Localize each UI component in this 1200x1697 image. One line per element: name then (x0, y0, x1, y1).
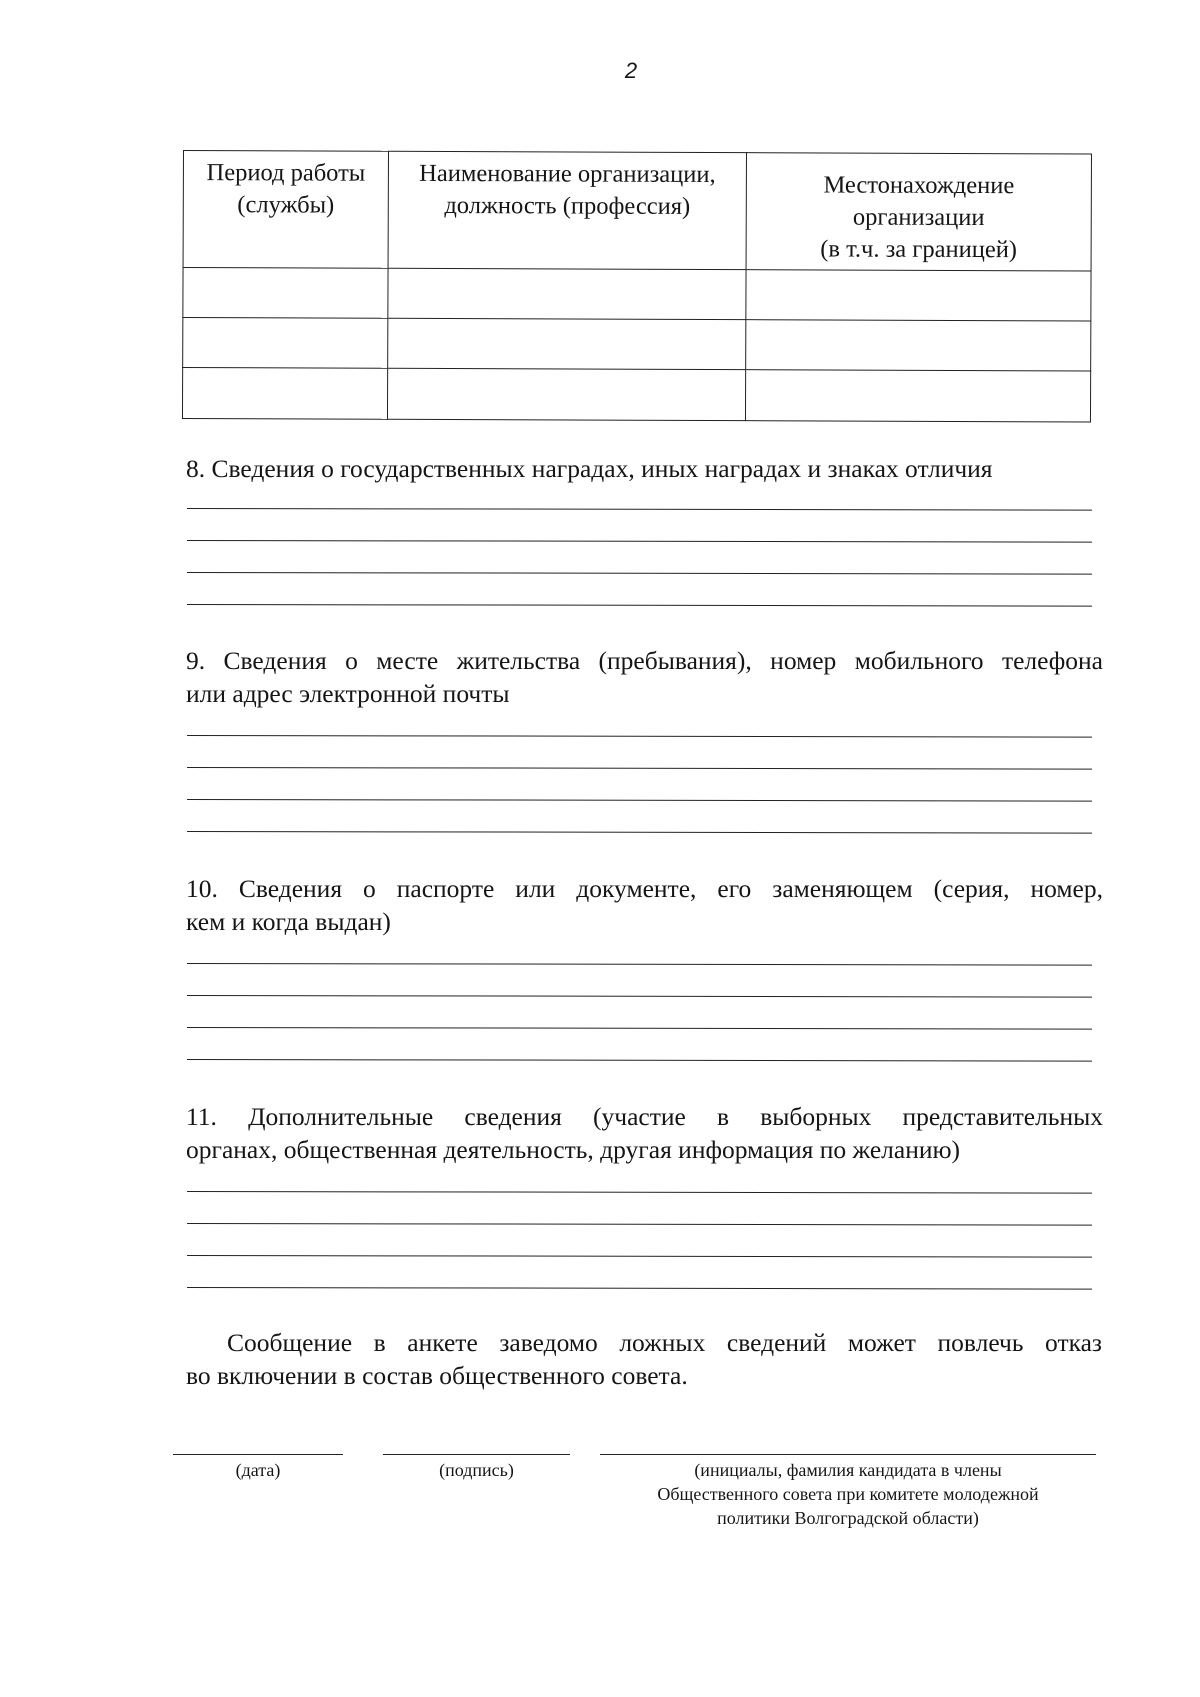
table-row (183, 318, 1091, 371)
write-line[interactable] (187, 799, 1092, 802)
section-8-awards (186, 452, 1103, 485)
table-cell[interactable] (746, 270, 1091, 321)
table-cell[interactable] (388, 318, 746, 369)
table-cell[interactable] (182, 368, 387, 420)
write-line[interactable] (187, 963, 1092, 966)
write-line[interactable] (187, 572, 1092, 575)
section-11-additional (186, 1100, 1103, 1166)
write-line[interactable] (187, 1287, 1092, 1290)
section-heading-cont: кем и когда выдан) (186, 907, 391, 936)
write-line[interactable] (187, 1223, 1092, 1226)
page-number: 2 (624, 58, 638, 83)
signature-caption: (подпись) (439, 1460, 514, 1480)
date-line[interactable] (173, 1454, 343, 1455)
candidate-name-caption: (инициалы, фамилия кандидата в члены Общественного совета при комитете молодежной политики Волгоградской области) (657, 1460, 1039, 1528)
table-cell[interactable] (388, 268, 746, 319)
section-heading: 11. Дополнительные сведения (участие в выборных представительных (186, 1102, 1103, 1131)
section-heading-cont: или адрес электронной почты (186, 679, 510, 708)
table-cell[interactable] (745, 370, 1090, 422)
write-line[interactable] (187, 604, 1092, 607)
table-row (183, 268, 1091, 321)
table-cell[interactable] (183, 318, 388, 369)
write-line[interactable] (187, 1191, 1092, 1194)
false-info-warning (186, 1326, 1102, 1392)
warning-text-cont: во включении в состав общественного совета. (186, 1361, 688, 1390)
section-heading: 8. Сведения о государственных наградах, иных наградах и знаках отличия (186, 454, 993, 483)
table-row (182, 368, 1090, 422)
table-cell[interactable] (387, 368, 745, 420)
col-header-location: Местонахождение организации (в т.ч. за границей) (746, 153, 1091, 271)
section-heading-cont: органах, общественная деятельность, другая информация по желанию) (186, 1135, 961, 1164)
table-cell[interactable] (746, 320, 1091, 371)
table-header-row (183, 151, 1091, 271)
write-line[interactable] (187, 508, 1092, 511)
signature-line[interactable] (383, 1454, 570, 1455)
write-line[interactable] (187, 767, 1092, 770)
section-heading: 10. Сведения о паспорте или документе, его заменяющем (серия, номер, (186, 874, 1103, 903)
warning-text: Сообщение в анкете заведомо ложных сведений может повлечь отказ (227, 1328, 1102, 1357)
write-line[interactable] (187, 1027, 1092, 1030)
date-caption: (дата) (235, 1460, 281, 1480)
col-header-period: Период работы (службы) (183, 151, 388, 269)
write-line[interactable] (187, 831, 1092, 834)
write-line[interactable] (187, 1255, 1092, 1258)
write-line[interactable] (187, 540, 1092, 543)
section-10-passport (186, 872, 1103, 938)
table-cell[interactable] (183, 268, 388, 319)
write-line[interactable] (187, 995, 1092, 998)
work-history-table (182, 150, 1092, 422)
section-9-contacts (186, 644, 1103, 710)
write-line[interactable] (187, 1059, 1092, 1062)
col-header-organization: Наименование организации, должность (профессия) (388, 151, 746, 269)
write-line[interactable] (187, 735, 1092, 738)
section-heading: 9. Сведения о месте жительства (пребывания), номер мобильного телефона (186, 646, 1103, 675)
candidate-name-line[interactable] (600, 1454, 1096, 1455)
